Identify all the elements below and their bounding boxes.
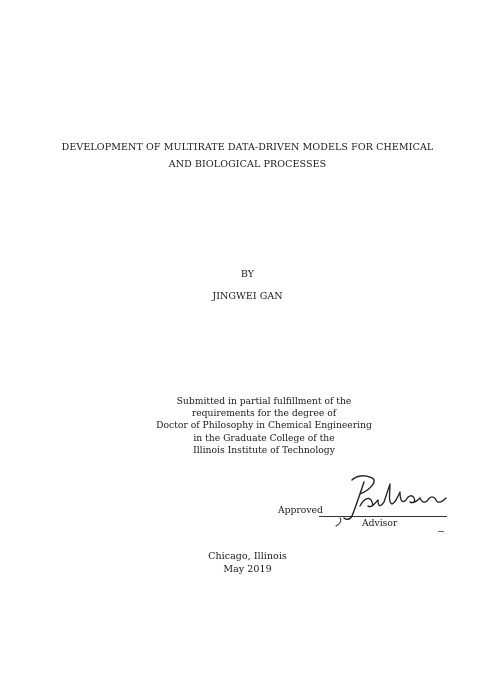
thesis-title-line-1: DEVELOPMENT OF MULTIRATE DATA-DRIVEN MODELS FOR CHEMICAL [61, 142, 434, 153]
author-name: JINGWEI GAN [212, 291, 283, 302]
submission-line-3: Doctor of Philosophy in Chemical Engineering [156, 420, 372, 432]
by-label: BY [240, 269, 255, 280]
submission-line-4: in the Graduate College of the [193, 432, 335, 444]
approved-label: Approved [278, 505, 323, 516]
submission-line-2: requirements for the degree of [191, 408, 337, 420]
submission-statement [0, 396, 495, 457]
thesis-title-line-2: AND BIOLOGICAL PROCESSES [168, 159, 327, 170]
submission-line-5: Illinois Institute of Technology [193, 444, 335, 456]
submission-line-1: Submitted in partial fulfillment of the [176, 396, 352, 407]
date: May 2019 [223, 564, 272, 575]
city: Chicago, Illinois [208, 551, 287, 562]
scan-mark [438, 531, 444, 532]
advisor-label: Advisor [362, 518, 398, 529]
